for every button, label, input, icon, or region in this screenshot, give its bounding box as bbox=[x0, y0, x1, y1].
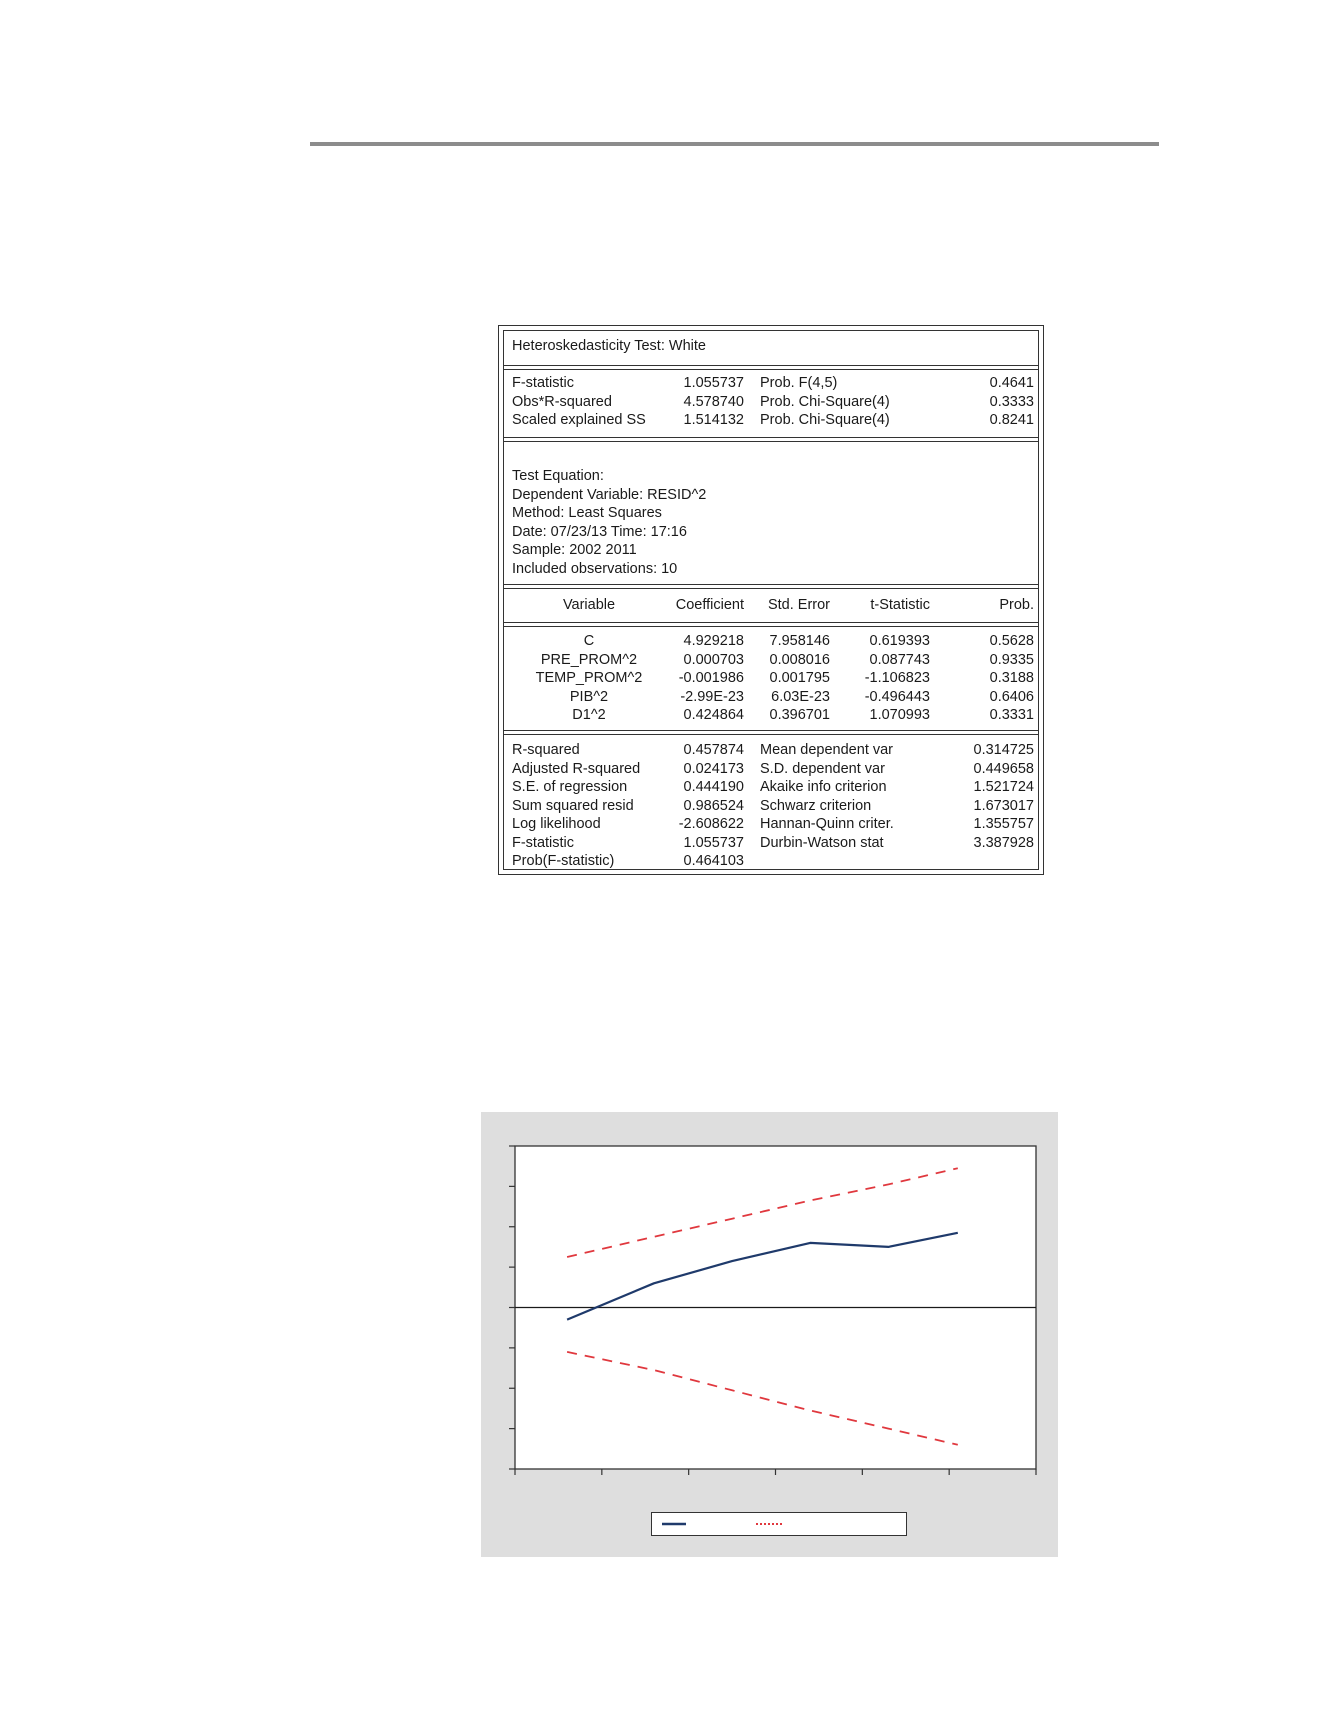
separator bbox=[504, 622, 1038, 627]
summary-label: Durbin-Watson stat bbox=[760, 834, 884, 851]
stat-prob: 0.4641 bbox=[989, 375, 1034, 391]
coef-value: 4.929218 bbox=[683, 633, 744, 649]
coef-tstat: -0.496443 bbox=[864, 688, 930, 705]
summary-label: Hannan-Quinn criter. bbox=[760, 816, 894, 832]
legend-swatches bbox=[652, 1513, 906, 1535]
coef-tstat: 0.087743 bbox=[869, 651, 930, 668]
summary-value: 1.521724 bbox=[973, 779, 1034, 795]
coef-header: Coefficient bbox=[675, 597, 744, 613]
coef-prob: 0.9335 bbox=[989, 651, 1034, 668]
stat-label: Scaled explained SS bbox=[512, 412, 646, 428]
stat-value: 1.055737 bbox=[683, 375, 744, 391]
coef-stderr: 6.03E-23 bbox=[771, 688, 830, 705]
coef-prob: 0.5628 bbox=[989, 633, 1034, 649]
coef-stderr: 0.008016 bbox=[769, 651, 830, 668]
stat-prob: 0.8241 bbox=[989, 412, 1034, 428]
summary-label: Akaike info criterion bbox=[760, 779, 887, 795]
summary-label: F-statistic bbox=[512, 834, 575, 851]
summary-value: 0.024173 bbox=[683, 760, 744, 777]
coef-variable: D1^2 bbox=[572, 707, 606, 723]
coef-tstat: 0.619393 bbox=[869, 633, 930, 649]
summary-label: Prob(F-statistic) bbox=[512, 853, 615, 869]
separator bbox=[504, 730, 1038, 735]
equation-info-line: Included observations: 10 bbox=[512, 560, 678, 577]
coef-stderr: 0.001795 bbox=[769, 670, 830, 686]
summary-value: 3.387928 bbox=[973, 834, 1034, 851]
summary-label: Adjusted R-squared bbox=[512, 760, 641, 777]
stat-label: F-statistic bbox=[512, 375, 575, 391]
coef-header: Variable bbox=[562, 597, 616, 613]
summary-label: Sum squared resid bbox=[512, 797, 634, 814]
coef-tstat: -1.106823 bbox=[864, 670, 930, 686]
summary-value: 0.314725 bbox=[973, 742, 1034, 758]
coef-stderr: 0.396701 bbox=[769, 707, 830, 723]
separator bbox=[504, 365, 1038, 370]
summary-value: -2.608622 bbox=[678, 816, 744, 832]
coef-value: 0.000703 bbox=[683, 651, 744, 668]
coef-prob: 0.6406 bbox=[989, 688, 1034, 705]
coef-variable: TEMP_PROM^2 bbox=[535, 670, 643, 686]
stat-value: 4.578740 bbox=[683, 393, 744, 410]
coef-value: -0.001986 bbox=[678, 670, 744, 686]
equation-info-line: Sample: 2002 2011 bbox=[512, 542, 637, 558]
stat-label: Obs*R-squared bbox=[512, 393, 612, 410]
coef-prob: 0.3188 bbox=[989, 670, 1034, 686]
coef-variable: C bbox=[583, 633, 595, 649]
summary-value: 0.449658 bbox=[973, 760, 1034, 777]
summary-label: Mean dependent var bbox=[760, 742, 894, 758]
separator bbox=[504, 437, 1038, 442]
residual-chart bbox=[481, 1112, 1058, 1557]
coef-variable: PRE_PROM^2 bbox=[540, 651, 638, 668]
summary-label: Schwarz criterion bbox=[760, 797, 872, 814]
summary-label: S.E. of regression bbox=[512, 779, 628, 795]
stat-value: 1.514132 bbox=[683, 412, 744, 428]
summary-value: 0.986524 bbox=[683, 797, 744, 814]
coef-stderr: 7.958146 bbox=[769, 633, 830, 649]
summary-value: 0.457874 bbox=[683, 742, 744, 758]
equation-info-line: Dependent Variable: RESID^2 bbox=[512, 486, 707, 503]
coef-tstat: 1.070993 bbox=[869, 707, 930, 723]
test-title: Heteroskedasticity Test: White bbox=[512, 338, 706, 354]
summary-value: 1.355757 bbox=[973, 816, 1034, 832]
stat-prob-label: Prob. Chi-Square(4) bbox=[760, 393, 890, 410]
coef-header: t-Statistic bbox=[870, 597, 930, 613]
summary-value: 1.055737 bbox=[683, 834, 744, 851]
separator bbox=[504, 584, 1038, 589]
stat-prob-label: Prob. Chi-Square(4) bbox=[760, 412, 890, 428]
coef-header: Std. Error bbox=[767, 597, 830, 613]
chart-legend bbox=[651, 1512, 907, 1536]
coef-prob: 0.3331 bbox=[989, 707, 1034, 723]
page-header-rule bbox=[310, 142, 1159, 146]
summary-label: R-squared bbox=[512, 742, 580, 758]
summary-label: Log likelihood bbox=[512, 816, 601, 832]
stat-prob: 0.3333 bbox=[989, 393, 1034, 410]
equation-info-line: Date: 07/23/13 Time: 17:16 bbox=[512, 523, 687, 540]
equation-info-line: Test Equation: bbox=[512, 468, 604, 484]
coef-value: -2.99E-23 bbox=[680, 688, 744, 705]
coef-variable: PIB^2 bbox=[569, 688, 609, 705]
chart-svg bbox=[481, 1112, 1058, 1557]
stat-prob-label: Prob. F(4,5) bbox=[760, 375, 838, 391]
white-test-output-frame bbox=[503, 330, 1039, 870]
summary-value: 0.444190 bbox=[683, 779, 744, 795]
summary-value: 0.464103 bbox=[683, 853, 744, 869]
coef-value: 0.424864 bbox=[683, 707, 744, 723]
coef-header: Prob. bbox=[999, 597, 1034, 613]
white-test-output bbox=[498, 325, 1044, 875]
equation-info-line: Method: Least Squares bbox=[512, 505, 662, 521]
summary-label: S.D. dependent var bbox=[760, 760, 885, 777]
summary-value: 1.673017 bbox=[973, 797, 1034, 814]
